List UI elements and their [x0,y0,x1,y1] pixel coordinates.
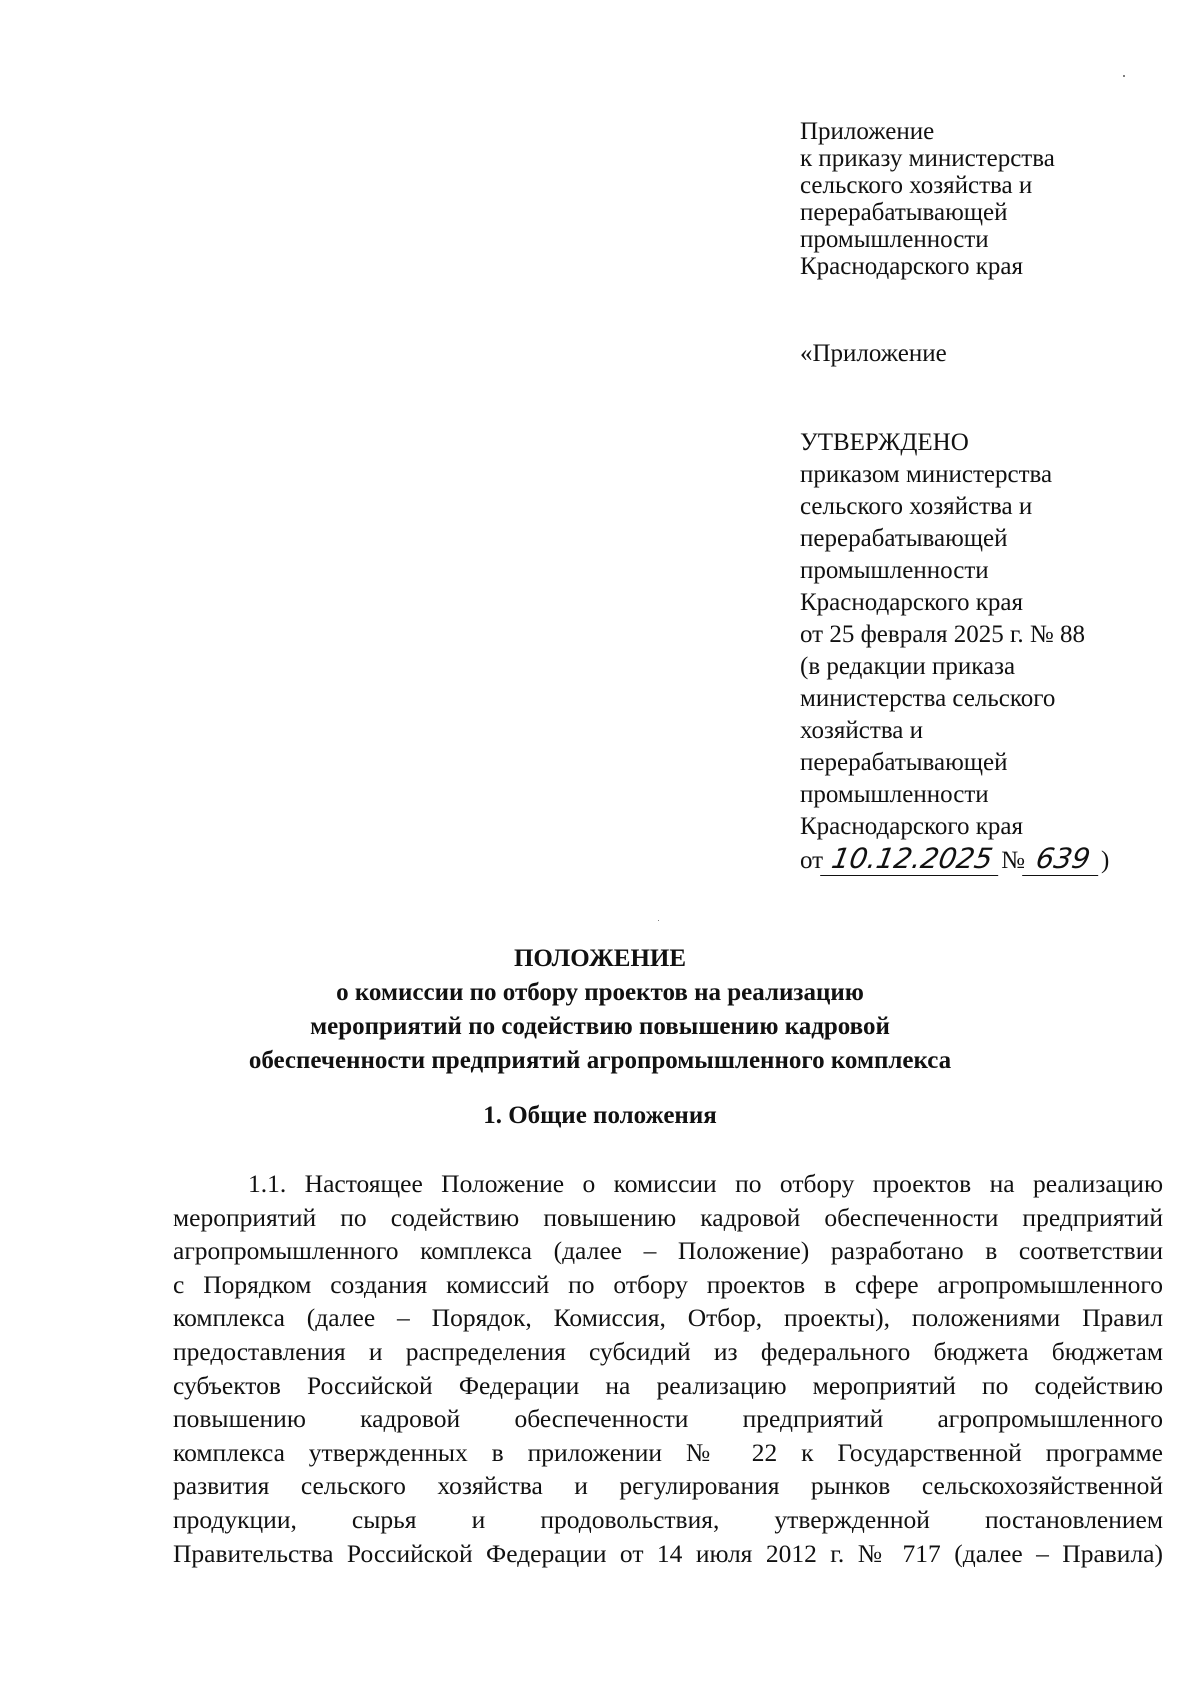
approved-heading: УТВЕРЖДЕНО [800,429,969,456]
approved-line: от 25 февраля 2025 г. № 88 [800,621,1086,648]
section-heading-text: 1. Общие положения [483,1102,717,1129]
section-heading [0,1102,1200,1130]
paragraph-line: комплекса утвержденных в приложении № 22 к Государственной программе [173,1437,1163,1467]
paragraph-line: повышению кадровой обеспеченности предприятий агропромышленного [173,1404,1163,1434]
title-line: о комиссии по отбору проектов на реализацию [336,979,864,1006]
approved-line: (в редакции приказа [800,653,1016,680]
handwritten-number: 639 [1022,843,1104,876]
annex-line: Краснодарского края [800,253,1023,280]
handwritten-date: 10.12.2025 [820,843,1004,876]
annex-line: Приложение [800,118,935,145]
paragraph-line: предоставления и распределения субсидий из федерального бюджета бюджетам [173,1336,1163,1366]
annex-line: перерабатывающей [800,199,1008,226]
annex-header [800,118,1055,280]
paragraph-line: агропромышленного комплекса (далее – Положение) разработано в соответствии [173,1236,1163,1266]
paragraph-line: субъектов Российской Федерации на реализацию мероприятий по содействию [173,1370,1163,1400]
paragraph-line: развития сельского хозяйства и регулирования рынков сельскохозяйственной [173,1471,1163,1501]
document-title [0,942,1200,1078]
paragraph-line: с Порядком создания комиссий по отбору проектов в сфере агропромышленного [173,1269,1163,1299]
paragraph-line: комплекса (далее – Порядок, Комиссия, Отбор, проекты), положениями Правил [173,1303,1163,1333]
paragraph-line: Правительства Российской Федерации от 14 июля 2012 г. № 717 (далее – Правила) [173,1538,1163,1568]
annex-line: сельского хозяйства и [800,172,1033,199]
amendment-suffix: ) [1100,847,1110,874]
scan-speck [1123,75,1125,77]
approved-line: промышленности [800,781,989,808]
approved-line: промышленности [800,557,989,584]
title-line: обеспеченности предприятий агропромышленного комплекса [248,1047,952,1074]
approved-line: Краснодарского края [800,813,1023,840]
title-line: мероприятий по содействию повышению кадровой [310,1013,890,1040]
approval-stamp-block [800,427,1109,877]
paragraph-line: 1.1. Настоящее Положение о комиссии по отбору проектов на реализацию [248,1169,1163,1198]
approved-line: хозяйства и [800,717,924,744]
paragraph-line: продукции, сырья и продовольствия, утвержденной постановлением [173,1504,1163,1534]
approved-line: перерабатывающей [800,749,1008,776]
approved-line: сельского хозяйства и [800,493,1033,520]
number-label: № [1001,847,1025,874]
body-paragraph [173,1167,1163,1570]
annex-line: промышленности [800,226,989,253]
amendment-prefix: от [800,847,824,874]
annex-line: к приказу министерства [800,145,1055,172]
approved-line: перерабатывающей [800,525,1008,552]
approved-line: приказом министерства [800,461,1053,488]
approved-line: Краснодарского края [800,589,1023,616]
annex-quote-label: «Приложение [800,340,947,367]
annex-quote [800,340,947,368]
paragraph-line: мероприятий по содействию повышению кадровой обеспеченности предприятий [173,1202,1163,1232]
title-main: ПОЛОЖЕНИЕ [513,945,687,972]
approved-line: министерства сельского [800,685,1056,712]
amendment-date-line [800,843,1109,877]
scan-speck [658,920,659,921]
